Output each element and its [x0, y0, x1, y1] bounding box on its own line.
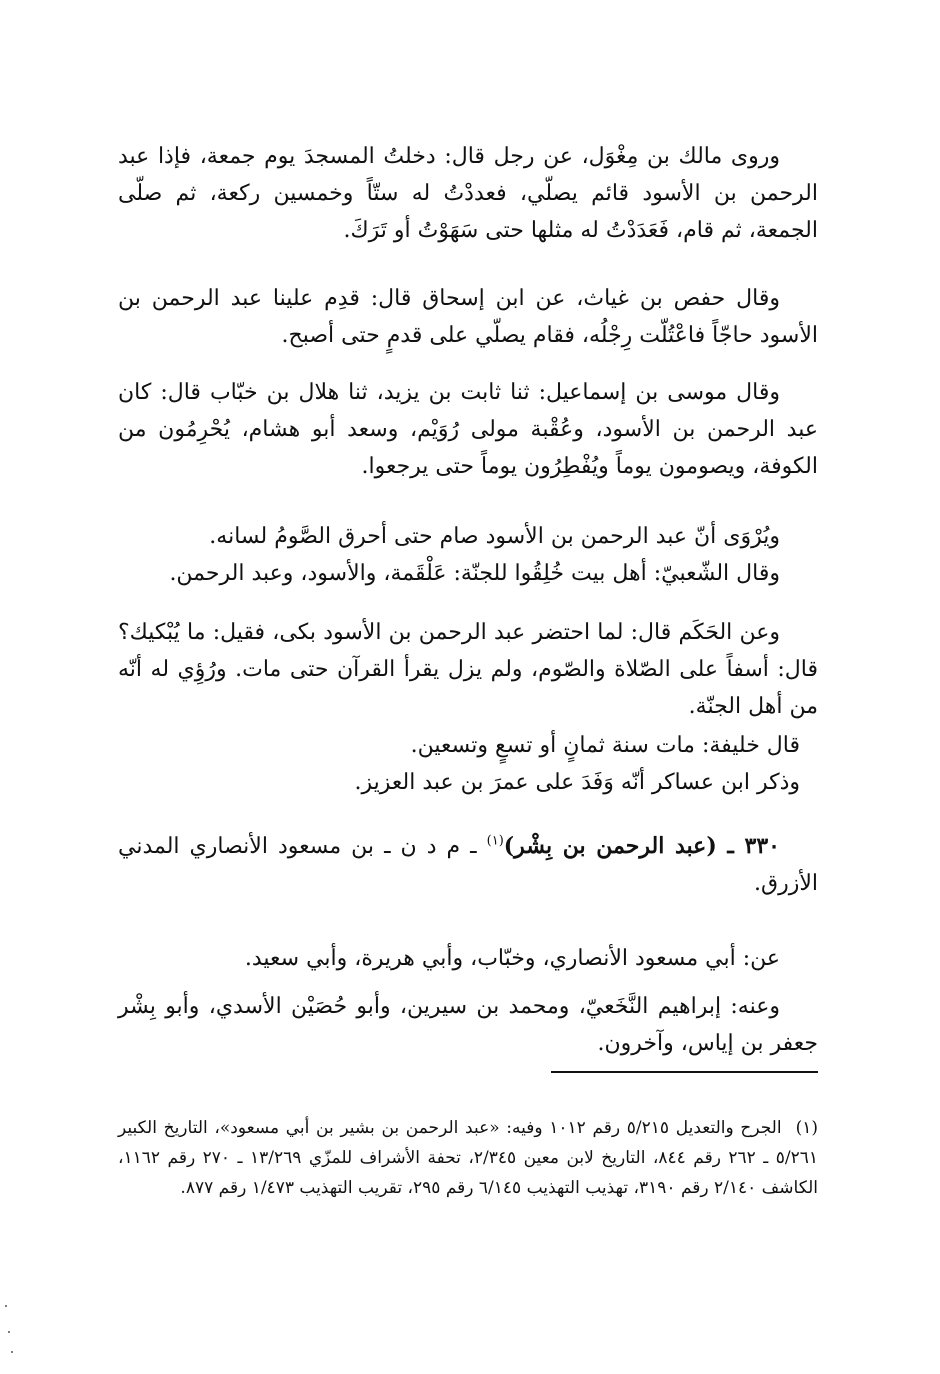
paragraph-shabi-quote: وقال الشّعبيّ: أهل بيت خُلِقُوا للجنّة: عَلْقَمة، والأسود، وعبد الرحمن. [169, 561, 780, 586]
entry-name: (عبد الرحمن بن بِشْر) [503, 833, 717, 859]
footnote-text: الجرح والتعديل ٥/٢١٥ رقم ١٠١٢ وفيه: «عبد الرحمن بن بشير بن أبي مسعود»، التاريخ الكبير ٥/٢٦١ ـ ٢٦٢ رقم ٨٤٤، التاريخ لابن معين ٢/٣٤٥، تحفة الأشراف للمزّي ١٣/٢٦٩ ـ ٢٧٠ رقم ١١٦٢، الكاشف ٢/١٤٠ رقم ٣١٩٠، تهذيب التهذيب ٦/١٤٥ رقم ٢٩٥، تقريب التهذيب ١/٤٧٣ رقم ٨٧٧. [118, 1118, 818, 1198]
paragraph-narrated-from: عن: أبي مسعود الأنصاري، وخبّاب، وأبي هريرة، وأبي سعيد. [244, 946, 780, 971]
footnote [118, 1113, 818, 1203]
entry-number: ٣٣٠ [744, 833, 780, 859]
footnote-reference[interactable]: (١) [486, 833, 504, 849]
paragraph-malik-ibn-mighwal: وروى مالك بن مِغْوَل، عن رجل قال: دخلتُ المسجدَ يوم جمعة، فإذا عبد الرحمن بن الأسود قائم يصلّي، فعددْتُ له ستّاً وخمسين ركعة، ثم صلّى الجمعة، ثم قام، فَعَدَدْتُ له مثلها حتى سَهَوْتُ أو تَرَكَ. [118, 144, 818, 243]
footnote-separator [551, 1071, 818, 1073]
paragraph-ibn-asakir: وذكر ابن عساكر أنّه وَفَدَ على عمرَ بن عبد العزيز. [354, 770, 800, 795]
biography-entry-heading [118, 828, 818, 902]
paragraph-khalifa-death-date: قال خليفة: مات سنة ثمانٍ أو تسعٍ وتسعين. [410, 733, 800, 758]
paragraph-musa-ibn-ismail: وقال موسى بن إسماعيل: ثنا ثابت بن يزيد، ثنا هلال بن خبّاب قال: كان عبد الرحمن بن الأسود، وعُقْبة مولى رُوَيْم، وسعد أبو هشام، يُحْرِمُون من الكوفة، ويصومون يوماً ويُفْطِرُون يوماً حتى يرجعوا. [118, 380, 818, 479]
paragraph-hafs-ibn-ghiyath: وقال حفص بن غياث، عن ابن إسحاق قال: قدِم علينا عبد الرحمن بن الأسود حاجّاً فاعْتُلّت رِجْلُه، فقام يصلّي على قدمٍ حتى أصبح. [118, 286, 818, 348]
paragraph-hakam-report: وعن الحَكَم قال: لما احتضر عبد الرحمن بن الأسود بكى، فقيل: ما يُبْكيك؟ قال: أسفاً على الصّلاة والصّوم، ولم يزل يقرأ القرآن حتى مات. ورُؤِي له أنّه من أهل الجنّة. [118, 620, 818, 719]
paragraph-fasting-report: ويُرْوَى أنّ عبد الرحمن بن الأسود صام حتى أحرق الصَّومُ لسانه. [209, 524, 780, 549]
entry-dash: ـ [716, 833, 745, 859]
entry-description: ـ م د ن ـ بن مسعود الأنصاري المدني الأزرق. [118, 834, 818, 896]
scan-specks [0, 1300, 24, 1360]
paragraph-narrators-from-him: وعنه: إبراهيم النَّخَعيّ، ومحمد بن سيرين، وأبو حُصَيْن الأسدي، وأبو بِشْر جعفر بن إياس، وآخرون. [118, 994, 818, 1056]
footnote-label: (١) [795, 1118, 818, 1138]
